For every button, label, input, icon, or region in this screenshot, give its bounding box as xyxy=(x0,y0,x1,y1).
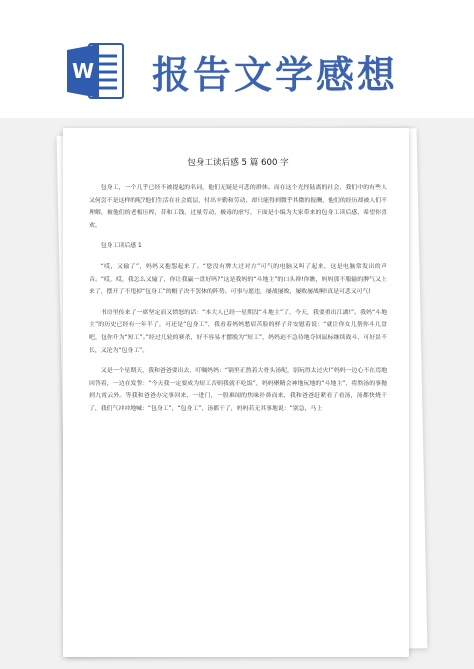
word-document-icon xyxy=(65,40,127,102)
body-paragraph: 又是一个星期天，我和爸爸要出去，叮嘱妈妈：“锅里正熬着大骨头汤呢，别玩得太过火!”妈妈一边心不在焉地回答着，一边在发誓：“今天我一定要成为短工否则我就不吃饭”，妈妈聚精会神地玩地的“斗地主”，将熬汤的事抛到九霄云外。等我和爸爸办完事回来，一进门，一股难闻的焦味扑鼻而来，我和爸爸赶紧看了看汤，汤都快烧干了，我们气冲冲地喊：“包身工”，“包身工”，汤都干了，妈妈若无其事地说：“别急，马上 xyxy=(89,368,387,412)
document-page xyxy=(63,128,409,657)
body-paragraph: “哎，又输了”，妈妈又抱怨起来了。“您没有牌大过对方”可气的电脑又叫了起来，这是电脑常发出的声音。“哎，哎，我怎么又输了，你让我赢一盘好吗?”这是我妈的“斗地主”的口头禅!你瞧，妈妈那不服输的脾气又上来了，摆开了不甩掉“包身工”的帽子决不罢休的阵势。可事与愿违，屡战屡败，屡败屡战啊!真是可悲又可气! xyxy=(89,263,387,296)
section-title: 包身工读后感 1 xyxy=(100,243,142,250)
document-title: 包身工读后感 5 篇 600 字 xyxy=(187,158,289,168)
intro-paragraph: 包身工，一个几乎已经不被提起的名词，他们无疑是可悲的群体。而在这个光怪陆离的社会，我们中的有些人又何尝不是这样的呢?他们生活在社会底层，付出辛勤和劳动，却只能得到微乎其微的报酬，他们的经历却被人们不理解，被他们的老板压榨，昔和工钱，过量劳动，极毒的虐写，下面是小编为大家带来的包身工读后感，希望你喜欢。 xyxy=(89,185,387,229)
page-title: 报告文学感想 xyxy=(152,53,399,97)
body-paragraph: 书房里传来了一席坚定而又愤怒的话：“本大人已经一星期没“斗地主”了，今天，我要重出江湖!”。我妈“斗地主”的历史已经有一年半了，可还是“包身工”，我看着妈妈愁眉苦脸的样子并安慰着说：“就让你女儿帮你斗几盘吧，包你升为“短工”。”经过几轮的赛杀，好不容易才摆脱为“短工”，妈妈迫不急待地夺回鼠标继续战斗，可好景不长，又沦为“包身工”。 xyxy=(89,309,387,354)
page-header xyxy=(0,0,474,128)
logo-letter: W xyxy=(71,59,95,83)
